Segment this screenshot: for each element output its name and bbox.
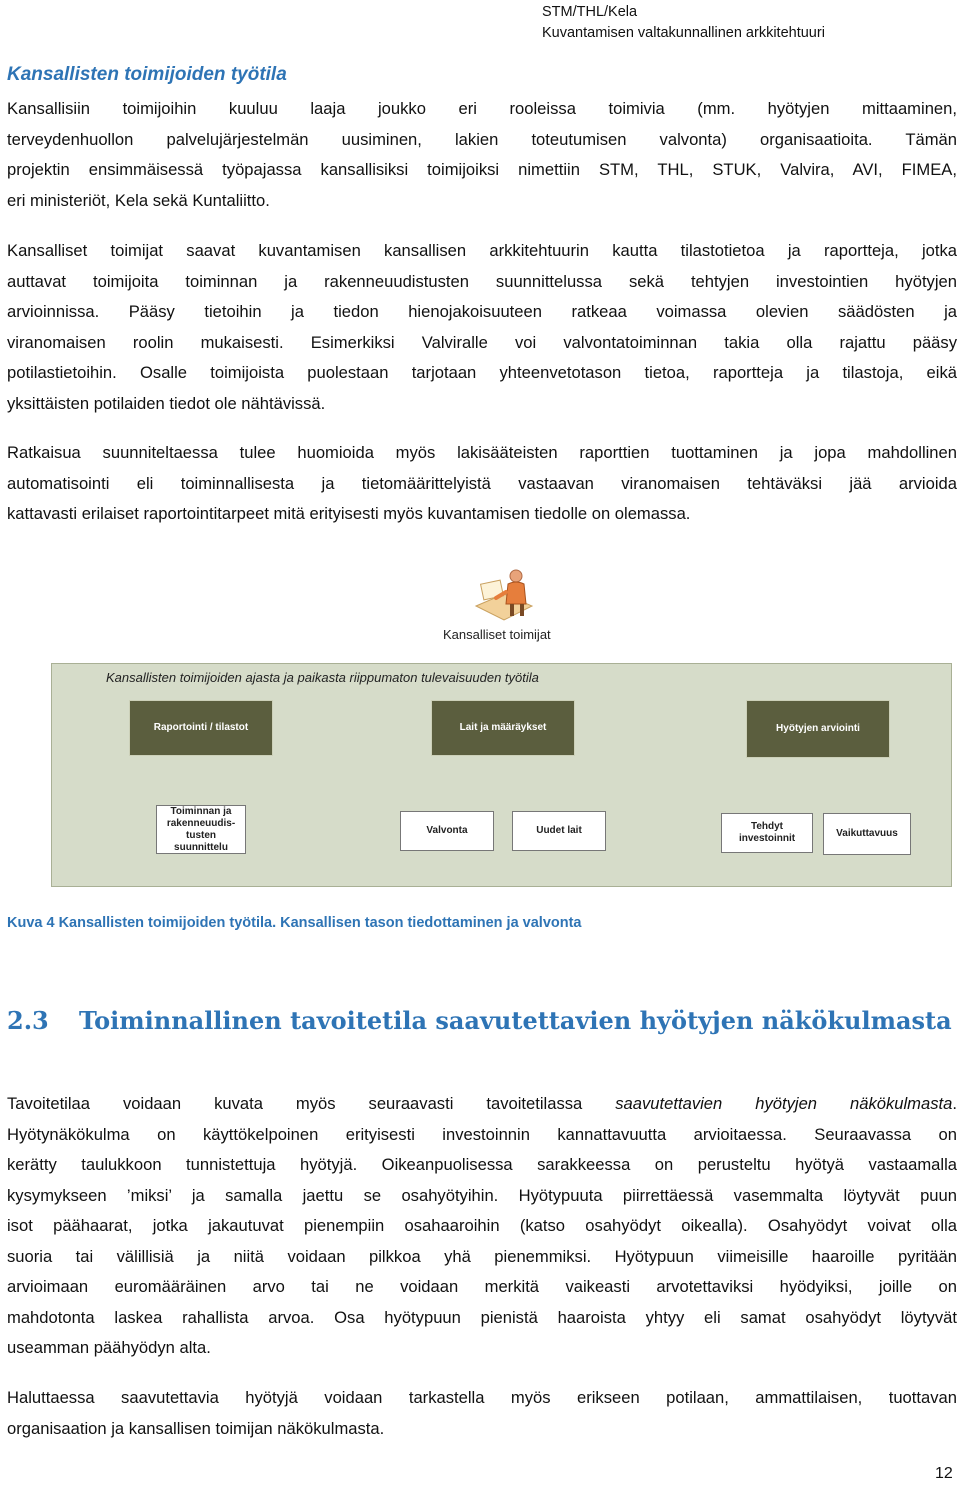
figure-caption: Kuva 4 Kansallisten toimijoiden työtila. Kansallisen tason tiedottaminen ja valvonta [7,915,582,931]
text-line: automatisointi eli toiminnallisesta ja tietomäärittelyistä vastaavan viranomaisen tehtäväksi jää arvioida [7,473,957,493]
box-new-laws: Uudet lait [512,811,606,851]
text-run: Tavoitetilaa voidaan kuvata myös seuraavasti tavoitetilassa [7,1094,616,1113]
text-line: Kansalliset toimijat saavat kuvantamisen kansallisen arkkitehtuurin kautta tilastotietoa ja raportteja, jotka [7,241,957,260]
text-line: mahdotonta laskea rahallista arvoa. Osa hyötypuun pienistä haaroista yhtyy eli samat osahyödyt löytyvät [7,1307,957,1327]
text-line: auttavat toimijoita toiminnan ja rakenneuudistusten suunnittelussa sekä tehtyjen investointien hyötyjen [7,271,957,291]
box-laws: Lait ja määräykset [431,700,575,756]
text-line: projektin ensimmäisessä työpajassa kansallisiksi toimijoiksi nimettiin STM, THL, STUK, Valvira, AVI, FIMEA, [7,160,957,179]
text-line: Kansallisiin toimijoihin kuuluu laaja joukko eri rooleissa toimivia (mm. hyötyjen mittaaminen, [7,99,957,118]
header-org: STM/THL/Kela [542,4,638,20]
box-supervision: Valvonta [400,811,494,851]
text-line: arvioimaan euromääräinen arvo tai ne voidaan merkitä vaikeasti arvotettaviksi hyödyiksi, joille on [7,1277,957,1296]
box-benefit-assessment: Hyötyjen arviointi [746,700,890,758]
text-line: arvioinnissa. Pääsy tietoihin ja tiedon hienojakoisuuteen ratkeaa voimassa olevien säädösten ja [7,302,957,321]
text-line: viranomaisen roolin mukaisesti. Esimerkiksi Valviralle voi valvontatoiminnan takia olla rajattu pääsy [7,332,957,352]
header-doc-title: Kuvantamisen valtakunnallinen arkkitehtuuri [542,25,825,41]
text-line: suoria tai välillisiä ja niitä voidaan pilkkoa yhä pienemmiksi. Hyötypuun viimeisille haaroille pyritään [7,1246,957,1266]
running-header [542,2,825,44]
box-effectiveness: Vaikuttavuus [823,813,911,855]
text-line: kerätty taulukkoon tunnistettuja hyötyjä. Oikeanpuolisessa sarakkeessa on perusteltu hyötyä vastaamalla [7,1155,957,1174]
workspace-title: Kansallisten toimijoiden ajasta ja paikasta riippumaton tulevaisuuden työtila [106,670,539,685]
text-line: Haluttaessa saavutettavia hyötyjä voidaan tarkastella myös erikseen potilaan, ammattilaisen, tuottavan [7,1388,957,1407]
emphasis-text: saavutettavien hyötyjen näkökulmasta [615,1094,953,1113]
box-planning: Toiminnan ja rakenneuudis-tusten suunnittelu [156,805,246,854]
paragraph-2 [7,236,957,419]
text-line: potilastietoihin. Osalle toimijoista puolestaan tarjotaan yhteenvetotason tietoa, raportteja ja tilastoja, eikä [7,363,957,382]
text-line: isot päähaarat, jotka jakautuvat pienempiin osahaaroihin (katso osahyödyt oikealla). Osahyödyt voivat olla [7,1216,957,1235]
text-line: kysymykseen ’miksi’ ja samalla jaettu se osahyötyihin. Hyötypuuta piirrettäessä vasemmalta löytyvät puun [7,1185,957,1205]
box-investments: Tehdyt investoinnit [721,813,813,853]
text-line: yksittäisten potilaiden tiedot ole nähtävissä. [7,393,326,413]
text-line: useamman päähyödyn alta. [7,1338,211,1357]
text-line: eri ministeriöt, Kela sekä Kuntaliitto. [7,190,270,210]
heading-title: Toiminnallinen tavoitetila saavutettavien hyötyjen näkökulmasta [79,1006,952,1035]
page-number: 12 [935,1465,953,1482]
section-heading [7,1006,952,1035]
text-line: terveydenhuollon palvelujärjestelmän uusiminen, lakien toteutumisen valvonta) organisaatioita. Tämän [7,129,957,149]
workspace-diagram [51,663,952,887]
paragraph-3 [7,438,957,530]
person-at-desk-icon [470,566,540,626]
text-line: Ratkaisua suunniteltaessa tulee huomioida myös lakisääteisten raporttien tuottaminen ja jopa mahdollinen [7,443,957,462]
text-line: organisaation ja kansallisen toimijan näkökulmasta. [7,1418,385,1438]
actor-label: Kansalliset toimijat [443,627,551,642]
section-title: Kansallisten toimijoiden työtila [7,64,287,85]
paragraph-4 [7,1089,957,1364]
box-reporting: Raportointi / tilastot [129,700,273,756]
heading-number: 2.3 [7,1006,49,1035]
text-line: Hyötynäkökulma on käyttökelpoinen erityisesti investoinnin kannattavuutta arvioitaessa. Seuraavassa on [7,1124,957,1144]
paragraph-1 [7,94,957,216]
paragraph-5 [7,1383,957,1444]
text-line: kattavasti erilaiset raportointitarpeet mitä erityisesti myös kuvantamisen tiedolle on olemassa. [7,504,691,523]
text-run: . [952,1094,957,1113]
text-line [7,1089,957,1120]
